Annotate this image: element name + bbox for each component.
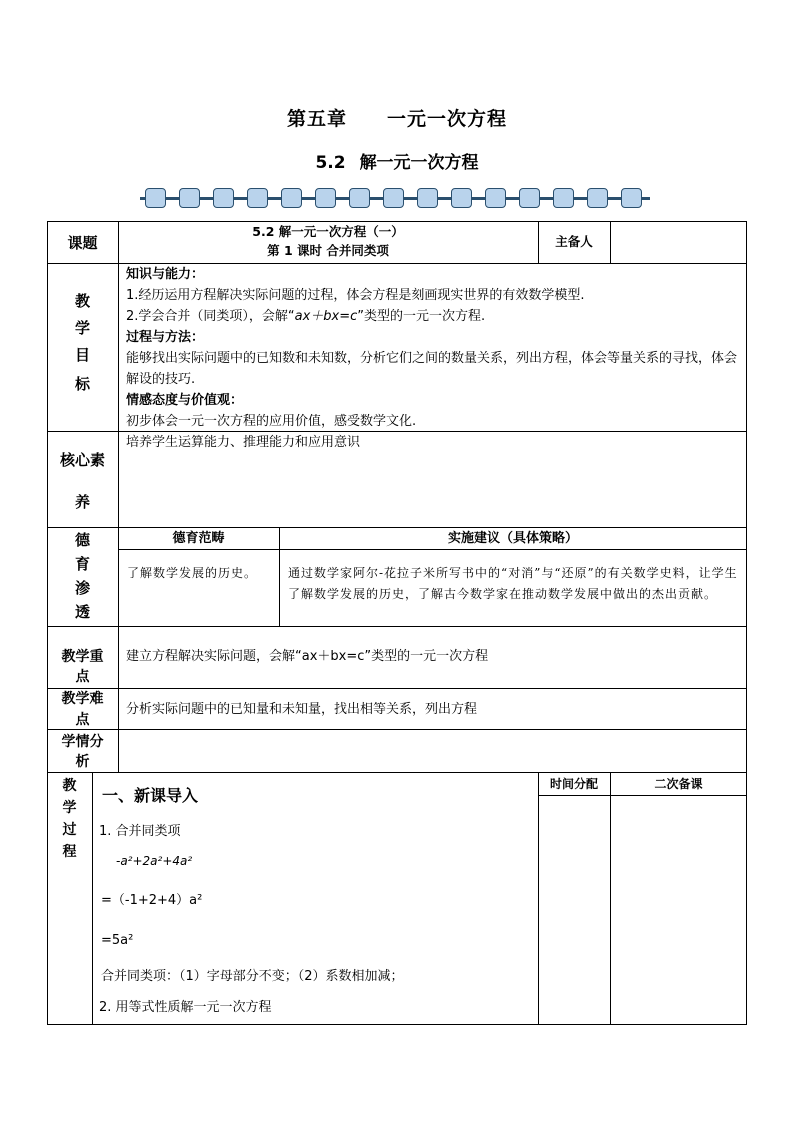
- row-divider: [538, 795, 747, 796]
- key-point-label-line2: 点: [75, 669, 90, 685]
- chain-link-icon: [621, 188, 642, 208]
- section-number: 5.2: [315, 153, 346, 173]
- chain-link-icon: [383, 188, 404, 208]
- chapter-number: 第五章: [286, 108, 347, 130]
- moral-col2-header: 实施建议（具体策略）: [447, 531, 578, 546]
- second-prep-header: 二次备课: [654, 777, 703, 791]
- objectives-label-char: 学: [74, 319, 90, 337]
- process-label-char: 教: [62, 778, 77, 794]
- objectives-label-char: 教: [74, 292, 90, 310]
- moral-label-char: 渗: [74, 579, 90, 597]
- preparer-label: 主备人: [555, 234, 593, 249]
- core-label-line1: 核心素: [59, 451, 105, 469]
- key-point-content: 建立方程解决实际问题，会解“ax＋bx=c”类型的一元一次方程: [126, 649, 489, 664]
- col-divider: [538, 772, 539, 1025]
- chain-link-icon: [587, 188, 608, 208]
- process-section-title: 一、新课导入: [102, 786, 199, 805]
- chain-link-icon: [553, 188, 574, 208]
- process-label-char: 程: [62, 844, 77, 860]
- expression-step-1: -a²+2a²+4a²: [116, 854, 193, 868]
- core-content: 培养学生运算能力、推理能力和应用意识: [126, 435, 361, 450]
- moral-col1-text: 了解数学发展的历史。: [127, 566, 258, 580]
- col-divider: [610, 221, 611, 263]
- topic-line-1: 5.2 解一元一次方程（一）: [252, 224, 404, 239]
- process-item-1: 1. 合并同类项: [99, 824, 181, 839]
- chain-link-icon: [451, 188, 472, 208]
- objectives-heading-attitude: 情感态度与价值观：: [126, 393, 244, 408]
- process-item-2: 2. 用等式性质解一元一次方程: [99, 1000, 272, 1015]
- row-divider: [47, 688, 747, 689]
- expression-step-2: =（-1+2+4）a²: [101, 893, 203, 908]
- process-label-char: 过: [62, 822, 77, 838]
- chain-link-icon: [519, 188, 540, 208]
- moral-col2-text: 通过数学家阿尔-花拉子米所写书中的“对消”与“还原”的有关数学史料，让学生了解数学发展的历史，了解古今数学家在推动数学发展中做出的杰出贡献。: [288, 566, 738, 601]
- chain-link-icon: [281, 188, 302, 208]
- analysis-label-line1: 学情分: [61, 734, 104, 750]
- moral-col1-header: 德育范畴: [172, 531, 225, 546]
- chapter-name: 一元一次方程: [387, 108, 508, 130]
- chain-link-icon: [349, 188, 370, 208]
- col-divider: [92, 772, 93, 1025]
- chain-link-icon: [145, 188, 166, 208]
- objectives-content: [126, 264, 742, 432]
- objectives-heading-process: 过程与方法：: [126, 330, 205, 345]
- analysis-label-line2: 析: [75, 754, 90, 770]
- chain-link-icon: [485, 188, 506, 208]
- equation-form: ax＋bx=c: [294, 309, 358, 324]
- objectives-point-2-text: ”类型的一元一次方程.: [357, 309, 486, 324]
- key-point-label-line1: 教学重: [61, 649, 104, 665]
- objectives-point-4: 初步体会一元一次方程的应用价值，感受数学文化.: [126, 414, 417, 429]
- row-divider: [47, 772, 747, 773]
- core-label-line2: 养: [74, 493, 90, 511]
- combine-rule: 合并同类项：（1）字母部分不变；（2）系数相加减；: [101, 969, 404, 984]
- row-divider: [47, 626, 747, 627]
- expression-step-3: =5a²: [101, 933, 134, 948]
- decorative-chain-divider: [140, 188, 650, 208]
- difficulty-content: 分析实际问题中的已知量和未知量，找出相等关系，列出方程: [126, 702, 478, 717]
- moral-label-char: 育: [74, 555, 90, 573]
- topic-label: 课题: [67, 234, 98, 252]
- chapter-title: [0, 104, 794, 131]
- moral-label-char: 德: [74, 531, 90, 549]
- difficulty-label-line2: 点: [75, 712, 90, 728]
- objectives-point-3: 能够找出实际问题中的已知数和未知数，分析它们之间的数量关系，列出方程，体会等量关系的寻找，体会解设的技巧.: [126, 351, 738, 387]
- topic-line-2: 第 1 课时 合并同类项: [267, 243, 389, 258]
- col-divider: [118, 221, 119, 772]
- objectives-point-1: 1.经历运用方程解决实际问题的过程，体会方程是刻画现实世界的有效数学模型.: [126, 288, 585, 303]
- objectives-point-2-text: 2.学会合并（同类项），会解“: [126, 309, 295, 324]
- process-label-char: 学: [62, 800, 77, 816]
- objectives-heading-knowledge: 知识与能力：: [126, 267, 205, 282]
- difficulty-label-line1: 教学难: [61, 691, 104, 707]
- objectives-label-char: 目: [74, 346, 90, 364]
- objectives-label-char: 标: [74, 375, 90, 393]
- section-title: [0, 148, 794, 173]
- section-name: 解一元一次方程: [359, 153, 479, 173]
- row-divider: [47, 729, 747, 730]
- row-divider: [118, 549, 747, 550]
- chain-link-icon: [417, 188, 438, 208]
- chain-link-icon: [213, 188, 234, 208]
- objectives-point-2: [126, 306, 742, 327]
- chain-link-icon: [179, 188, 200, 208]
- time-allocation-header: 时间分配: [549, 777, 598, 791]
- chain-link-icon: [315, 188, 336, 208]
- col-divider: [610, 772, 611, 1025]
- moral-label-char: 透: [74, 603, 90, 621]
- chain-link-icon: [247, 188, 268, 208]
